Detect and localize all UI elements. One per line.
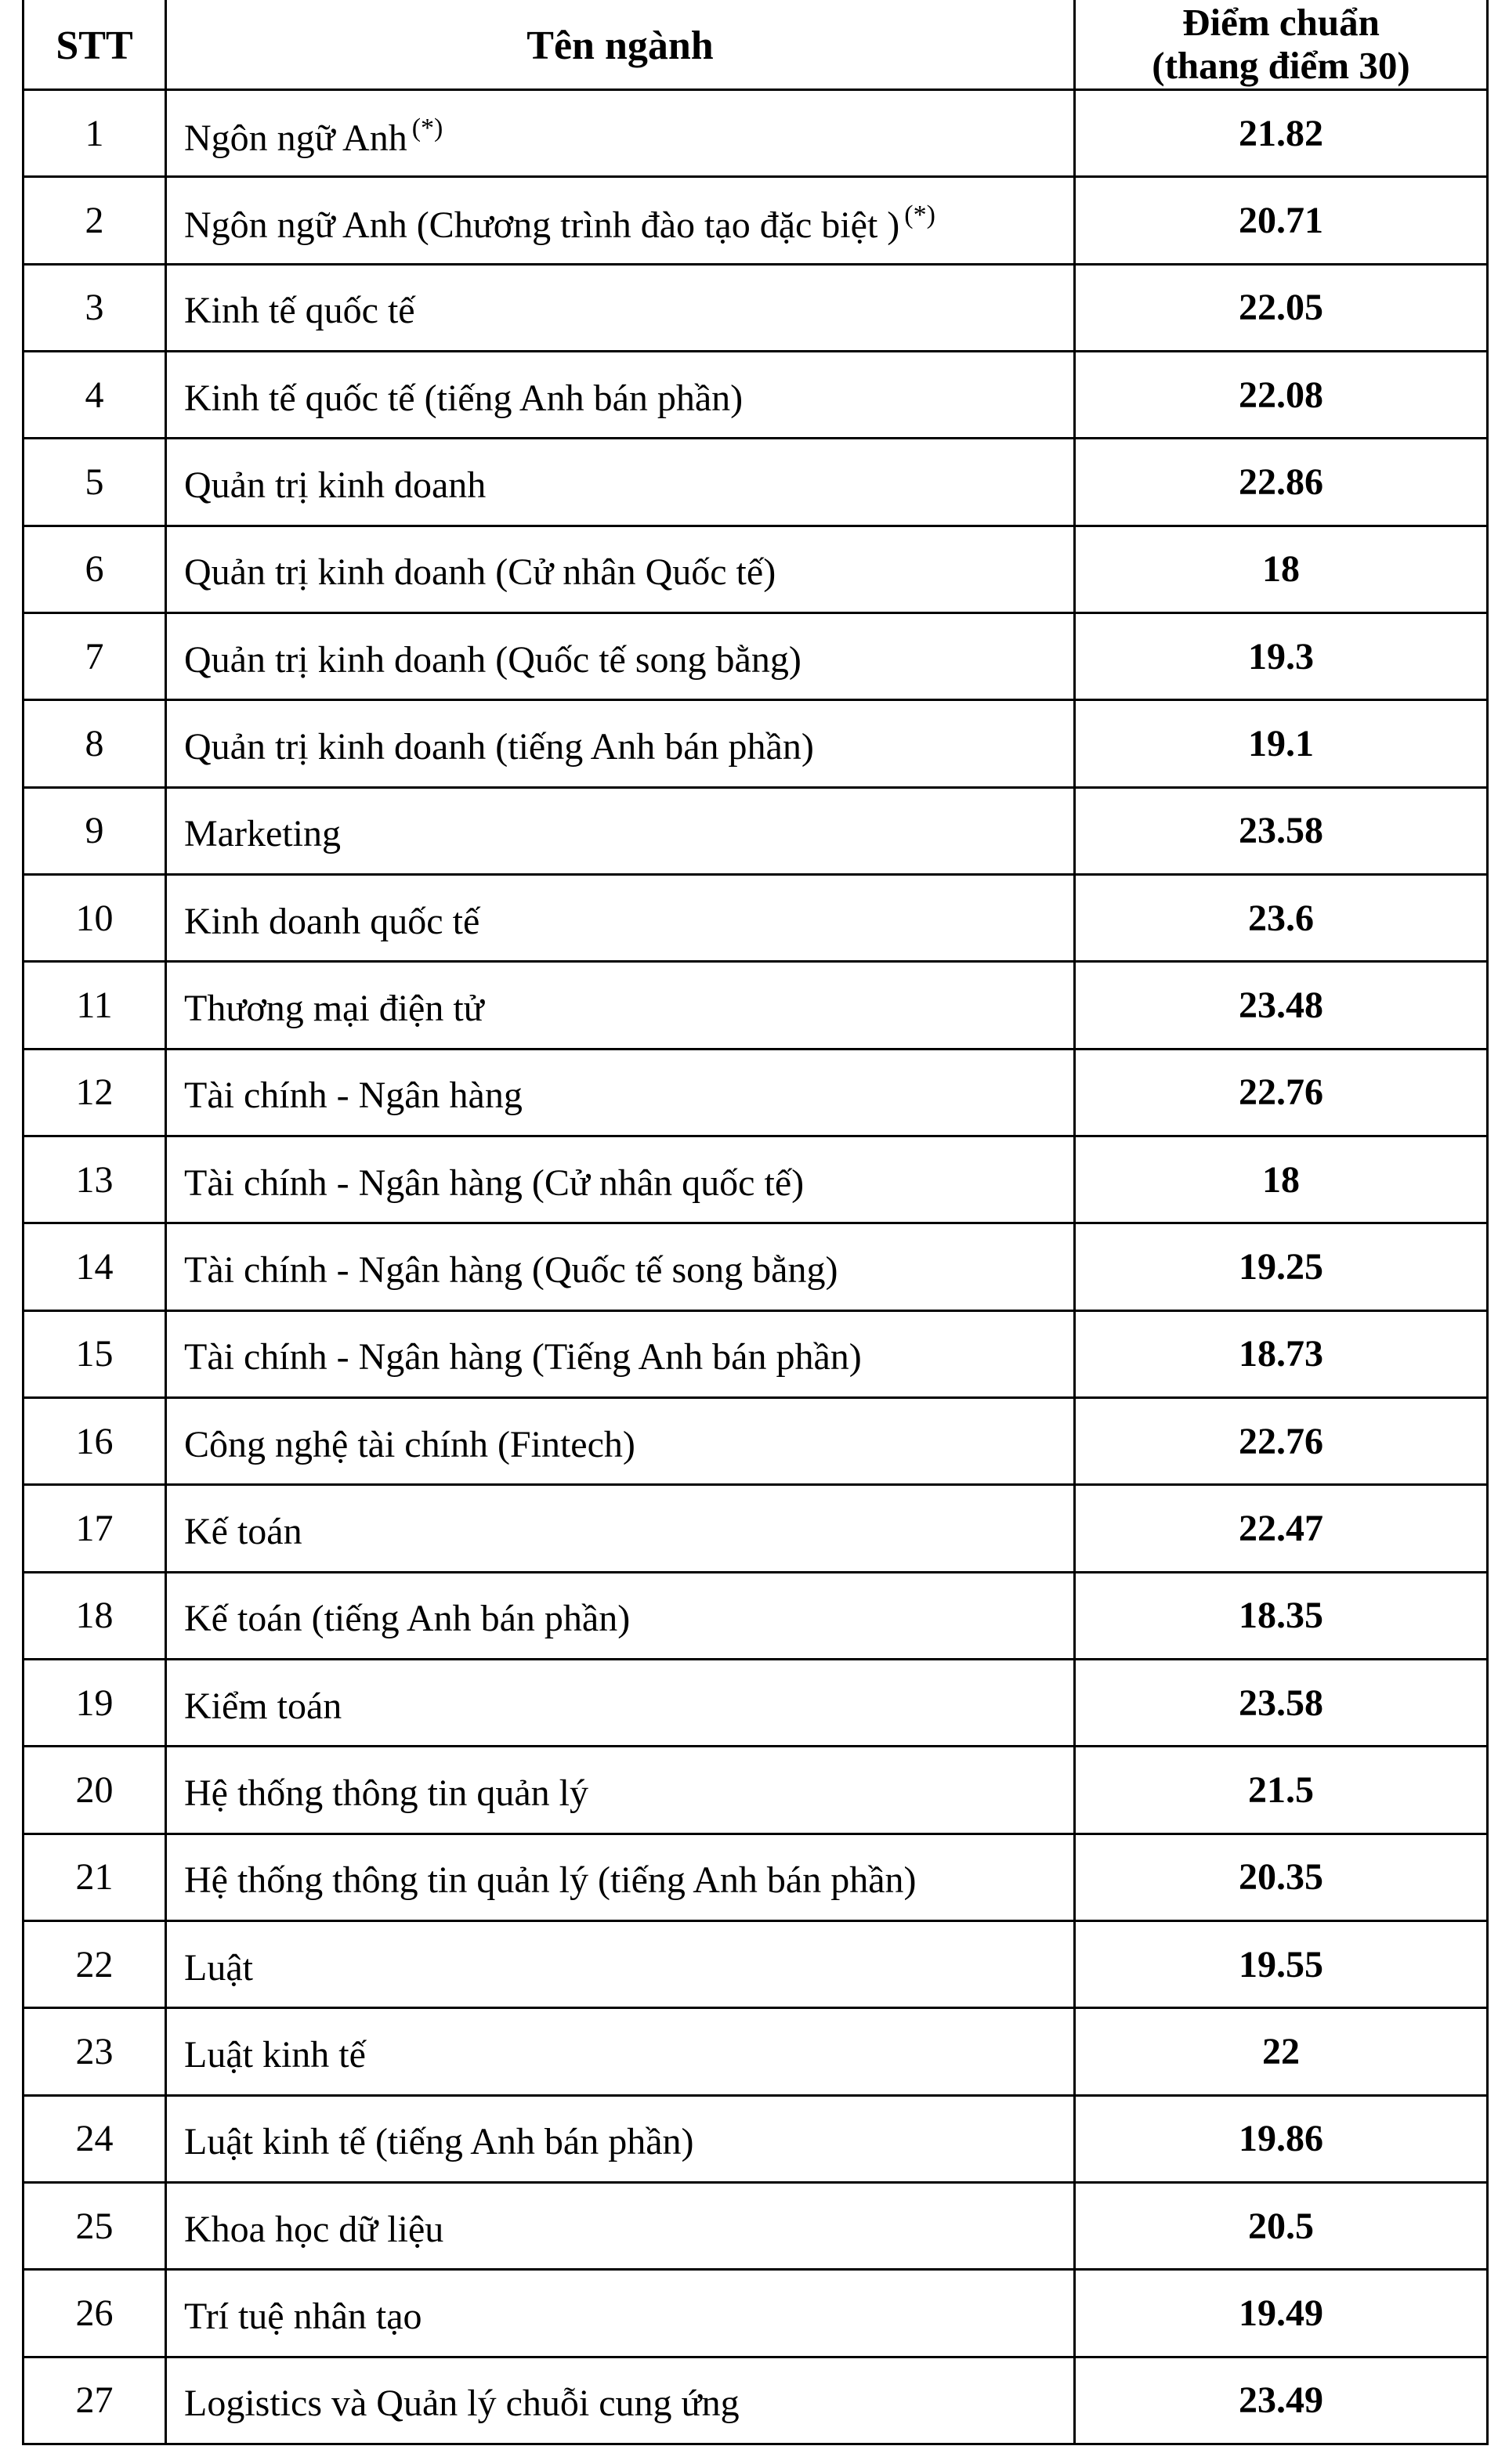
row-score: 23.58: [1075, 1659, 1488, 1746]
row-score: 22.76: [1075, 1049, 1488, 1136]
row-stt: 20: [24, 1747, 166, 1834]
header-row: [24, 0, 1488, 90]
row-score: 23.58: [1075, 787, 1488, 874]
row-stt: 23: [24, 2008, 166, 2095]
row-name-text: Quản trị kinh doanh (Cử nhân Quốc tế): [184, 551, 776, 594]
row-score: 23.6: [1075, 874, 1488, 961]
table-row: [24, 177, 1488, 264]
row-score: 18.73: [1075, 1310, 1488, 1397]
row-stt: 25: [24, 2182, 166, 2269]
row-name: [166, 1747, 1075, 1834]
row-stt: 3: [24, 264, 166, 351]
row-name: [166, 264, 1075, 351]
row-name: [166, 787, 1075, 874]
row-name-text: Quản trị kinh doanh: [184, 464, 487, 506]
row-score: 21.5: [1075, 1747, 1488, 1834]
row-name: [166, 1920, 1075, 2007]
row-name: [166, 1223, 1075, 1310]
header-name: Tên ngành: [166, 0, 1075, 90]
table-row: [24, 264, 1488, 351]
row-name-text: Hệ thống thông tin quản lý: [184, 1772, 588, 1814]
row-score: 19.55: [1075, 1920, 1488, 2007]
row-name-text: Tài chính - Ngân hàng (Tiếng Anh bán phần): [184, 1336, 862, 1378]
row-name-text: Luật kinh tế (tiếng Anh bán phần): [184, 2121, 694, 2163]
row-name-text: Kế toán (tiếng Anh bán phần): [184, 1598, 631, 1640]
row-name: [166, 2095, 1075, 2182]
row-score: 19.49: [1075, 2270, 1488, 2357]
row-name: [166, 2182, 1075, 2269]
row-name-text: Ngôn ngữ Anh: [184, 117, 407, 159]
table-row: [24, 874, 1488, 961]
row-score: 22: [1075, 2008, 1488, 2095]
row-stt: 10: [24, 874, 166, 961]
row-score: 18.35: [1075, 1572, 1488, 1659]
row-name: [166, 1572, 1075, 1659]
row-name-text: Tài chính - Ngân hàng (Cử nhân quốc tế): [184, 1162, 805, 1204]
row-stt: 27: [24, 2357, 166, 2444]
table-row: [24, 2357, 1488, 2444]
row-name: [166, 177, 1075, 264]
table-row: [24, 2270, 1488, 2357]
row-stt: 22: [24, 1920, 166, 2007]
row-name: [166, 2270, 1075, 2357]
row-score: 22.76: [1075, 1397, 1488, 1484]
admission-score-table: [22, 0, 1489, 2445]
row-name: [166, 2008, 1075, 2095]
table-row: [24, 2008, 1488, 2095]
row-name-text: Kiểm toán: [184, 1685, 342, 1727]
header-stt: STT: [24, 0, 166, 90]
header-score-line1: Điểm chuẩn: [1182, 1, 1380, 44]
row-score: 19.3: [1075, 612, 1488, 699]
row-stt: 16: [24, 1397, 166, 1484]
row-score: 19.1: [1075, 700, 1488, 787]
table-row: [24, 2182, 1488, 2269]
row-stt: 26: [24, 2270, 166, 2357]
table-row: [24, 1310, 1488, 1397]
row-stt: 13: [24, 1136, 166, 1223]
row-score: 22.47: [1075, 1485, 1488, 1572]
row-name: [166, 1136, 1075, 1223]
header-score: [1075, 0, 1488, 90]
row-stt: 11: [24, 962, 166, 1049]
row-name: [166, 962, 1075, 1049]
table-row: [24, 1834, 1488, 1920]
row-name-text: Luật kinh tế: [184, 2033, 366, 2076]
row-name: [166, 874, 1075, 961]
row-score: 20.5: [1075, 2182, 1488, 2269]
row-name-text: Hệ thống thông tin quản lý (tiếng Anh bán phần): [184, 1859, 917, 1902]
table-row: [24, 90, 1488, 177]
row-score: 22.05: [1075, 264, 1488, 351]
row-stt: 2: [24, 177, 166, 264]
row-name-text: Kinh tế quốc tế (tiếng Anh bán phần): [184, 377, 744, 419]
row-name: [166, 351, 1075, 438]
row-note: (*): [411, 113, 443, 143]
row-name-text: Logistics và Quản lý chuỗi cung ứng: [184, 2383, 740, 2425]
row-name: [166, 1834, 1075, 1920]
table-row: [24, 962, 1488, 1049]
row-stt: 17: [24, 1485, 166, 1572]
row-name: [166, 526, 1075, 612]
row-score: 18: [1075, 1136, 1488, 1223]
table-body: [24, 90, 1488, 2444]
row-name: [166, 90, 1075, 177]
row-name: [166, 1485, 1075, 1572]
table-row: [24, 439, 1488, 526]
table-row: [24, 1049, 1488, 1136]
row-name: [166, 1310, 1075, 1397]
row-name-text: Luật: [184, 1946, 253, 1989]
row-name: [166, 1049, 1075, 1136]
row-name-text: Kinh doanh quốc tế: [184, 900, 480, 942]
row-name: [166, 2357, 1075, 2444]
row-stt: 1: [24, 90, 166, 177]
row-name-text: Khoa học dữ liệu: [184, 2208, 444, 2250]
table-row: [24, 2095, 1488, 2182]
row-score: 21.82: [1075, 90, 1488, 177]
row-score: 20.35: [1075, 1834, 1488, 1920]
row-name: [166, 1397, 1075, 1484]
row-name: [166, 1659, 1075, 1746]
header-score-line2: (thang điểm 30): [1152, 44, 1410, 87]
row-name-text: Quản trị kinh doanh (Quốc tế song bằng): [184, 638, 801, 681]
table-row: [24, 1397, 1488, 1484]
row-stt: 18: [24, 1572, 166, 1659]
row-stt: 19: [24, 1659, 166, 1746]
row-score: 22.86: [1075, 439, 1488, 526]
table-row: [24, 700, 1488, 787]
row-name-text: Thương mại điện tử: [184, 987, 484, 1029]
row-stt: 6: [24, 526, 166, 612]
row-stt: 24: [24, 2095, 166, 2182]
row-stt: 9: [24, 787, 166, 874]
table-row: [24, 787, 1488, 874]
row-stt: 4: [24, 351, 166, 438]
table-row: [24, 1485, 1488, 1572]
row-score: 22.08: [1075, 351, 1488, 438]
row-note: (*): [904, 200, 935, 229]
table-row: [24, 612, 1488, 699]
row-name-text: Công nghệ tài chính (Fintech): [184, 1423, 635, 1465]
table-row: [24, 1659, 1488, 1746]
row-stt: 5: [24, 439, 166, 526]
row-name-text: Trí tuệ nhân tạo: [184, 2295, 422, 2337]
row-name-text: Kế toán: [184, 1510, 302, 1552]
table-row: [24, 526, 1488, 612]
row-name-text: Quản trị kinh doanh (tiếng Anh bán phần): [184, 725, 814, 768]
row-name: [166, 439, 1075, 526]
row-score: 19.25: [1075, 1223, 1488, 1310]
row-name-text: Kinh tế quốc tế: [184, 290, 415, 332]
row-score: 18: [1075, 526, 1488, 612]
row-score: 19.86: [1075, 2095, 1488, 2182]
table-row: [24, 1223, 1488, 1310]
row-score: 20.71: [1075, 177, 1488, 264]
row-score: 23.49: [1075, 2357, 1488, 2444]
table-row: [24, 1572, 1488, 1659]
row-stt: 8: [24, 700, 166, 787]
row-name-text: Marketing: [184, 813, 341, 855]
row-stt: 21: [24, 1834, 166, 1920]
row-name: [166, 700, 1075, 787]
row-score: 23.48: [1075, 962, 1488, 1049]
row-stt: 14: [24, 1223, 166, 1310]
row-name: [166, 612, 1075, 699]
row-stt: 7: [24, 612, 166, 699]
row-name-text: Tài chính - Ngân hàng (Quốc tế song bằng): [184, 1248, 838, 1291]
row-name-text: Ngôn ngữ Anh (Chương trình đào tạo đặc biệt ): [184, 204, 900, 246]
row-stt: 15: [24, 1310, 166, 1397]
table-row: [24, 351, 1488, 438]
table-row: [24, 1136, 1488, 1223]
row-name-text: Tài chính - Ngân hàng: [184, 1075, 523, 1117]
table-row: [24, 1920, 1488, 2007]
table-header: [24, 0, 1488, 90]
row-stt: 12: [24, 1049, 166, 1136]
table-row: [24, 1747, 1488, 1834]
